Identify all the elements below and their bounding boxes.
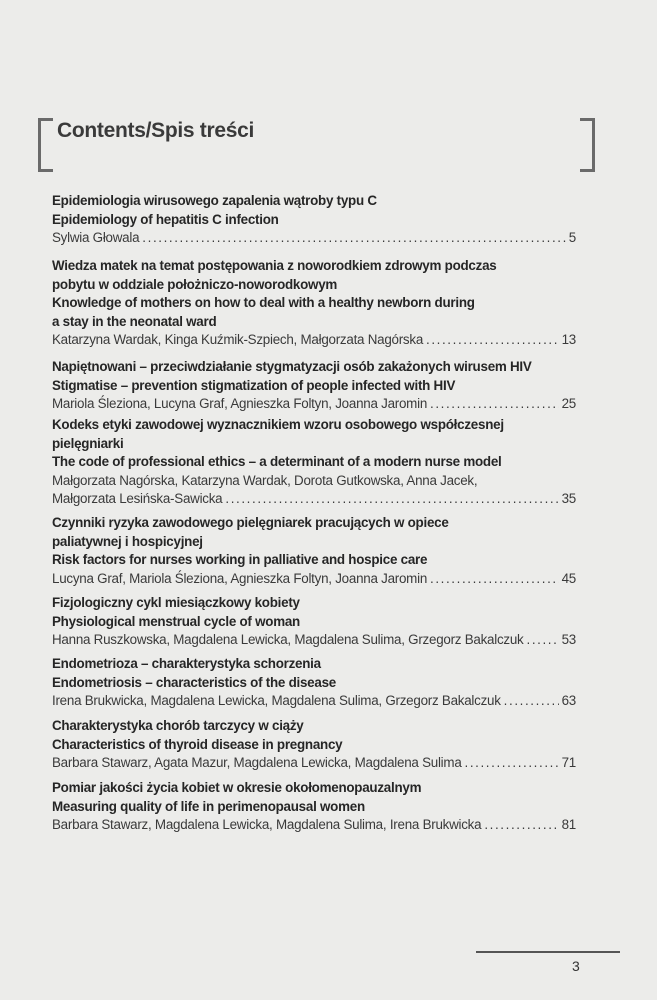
entry-title-line: Risk factors for nurses working in palliative and hospice care — [52, 552, 428, 567]
dot-leader — [142, 229, 566, 248]
entry-title-line: Measuring quality of life in perimenopausal women — [52, 798, 365, 814]
toc-entry — [52, 514, 576, 588]
entry-author-page-line — [52, 490, 576, 509]
toc-entry — [52, 779, 576, 835]
entry-authors: Katarzyna Wardak, Kinga Kuźmik-Szpiech, Małgorzata Nagórska — [52, 332, 424, 347]
entry-title-line: Wiedza matek na temat postępowania z noworodkiem zdrowym podczas — [52, 258, 497, 273]
entry-author-page-line — [52, 331, 576, 350]
left-bracket-decoration — [38, 118, 53, 172]
toc-entry — [52, 257, 576, 350]
entry-title-line: pobytu w oddziale położniczo-noworodkowym — [52, 276, 338, 292]
entry-authors: Małgorzata Lesińska-Sawicka — [52, 491, 223, 506]
dot-leader — [465, 754, 559, 773]
entry-title-line: Fizjologiczny cykl miesiączkowy kobiety — [52, 595, 300, 610]
entry-title-line: paliatywnej i hospicyjnej — [52, 533, 203, 549]
entry-page-number: 13 — [561, 332, 576, 347]
entry-author-page-line — [52, 631, 576, 650]
entry-authors-line: Małgorzata Nagórska, Katarzyna Wardak, Dorota Gutkowska, Anna Jacek, — [52, 472, 478, 488]
entry-author-page-line — [52, 754, 576, 773]
entry-title-line: Epidemiology of hepatitis C infection — [52, 211, 279, 227]
entry-title-line: pielęgniarki — [52, 435, 124, 451]
dot-leader — [426, 331, 559, 350]
entry-page-number: 53 — [561, 632, 576, 647]
toc-entry — [52, 416, 576, 509]
entry-title-line: Endometrioza – charakterystyka schorzenia — [52, 656, 321, 671]
entry-page-number: 5 — [568, 230, 576, 245]
entry-page-number: 25 — [561, 396, 576, 411]
entry-page-number: 35 — [561, 491, 576, 506]
toc-entry — [52, 594, 576, 650]
toc-entry — [52, 358, 576, 414]
dot-leader — [430, 395, 559, 414]
entry-author-page-line — [52, 570, 576, 589]
entry-authors: Mariola Śleziona, Lucyna Graf, Agnieszka Foltyn, Joanna Jaromin — [52, 396, 428, 411]
entry-title-line: Physiological menstrual cycle of woman — [52, 613, 300, 629]
entry-title-line: Pomiar jakości życia kobiet w okresie okołomenopauzalnym — [52, 780, 422, 795]
dot-leader — [527, 631, 559, 650]
entry-title-line: a stay in the neonatal ward — [52, 313, 217, 329]
dot-leader — [484, 816, 558, 835]
entry-authors: Hanna Ruszkowska, Magdalena Lewicka, Magdalena Sulima, Grzegorz Bakalczuk — [52, 632, 524, 647]
entry-page-number: 63 — [561, 693, 576, 708]
entry-title-line: Czynniki ryzyka zawodowego pielęgniarek pracujących w opiece — [52, 515, 449, 530]
dot-leader — [430, 570, 559, 589]
right-bracket-decoration — [580, 118, 595, 172]
entry-authors: Barbara Stawarz, Magdalena Lewicka, Magdalena Sulima, Irena Brukwicka — [52, 817, 482, 832]
entry-page-number: 81 — [561, 817, 576, 832]
entry-authors: Barbara Stawarz, Agata Mazur, Magdalena Lewicka, Magdalena Sulima — [52, 755, 462, 770]
entry-authors: Lucyna Graf, Mariola Śleziona, Agnieszka Foltyn, Joanna Jaromin — [52, 570, 428, 586]
dot-leader — [504, 692, 559, 711]
entry-title-line: Epidemiologia wirusowego zapalenia wątroby typu C — [52, 193, 377, 208]
entry-title-line: Characteristics of thyroid disease in pregnancy — [52, 736, 343, 752]
page-number: 3 — [572, 958, 580, 974]
entry-author-page-line — [52, 816, 576, 835]
entry-authors: Irena Brukwicka, Magdalena Lewicka, Magdalena Sulima, Grzegorz Bakalczuk — [52, 693, 501, 708]
entry-author-page-line — [52, 229, 576, 248]
footer-rule — [476, 951, 620, 953]
entry-title-line: The code of professional ethics – a determinant of a modern nurse model — [52, 454, 502, 469]
toc-entry — [52, 717, 576, 773]
dot-leader — [225, 490, 558, 509]
entry-title-line: Charakterystyka chorób tarczycy w ciąży — [52, 718, 304, 733]
toc-entry — [52, 655, 576, 711]
entry-page-number: 45 — [561, 570, 576, 586]
entry-page-number: 71 — [561, 755, 576, 770]
entry-title-line: Endometriosis – characteristics of the disease — [52, 674, 336, 690]
entry-title-line: Knowledge of mothers on how to deal with a healthy newborn during — [52, 295, 475, 310]
entry-title-line: Napiętnowani – przeciwdziałanie stygmatyzacji osób zakażonych wirusem HIV — [52, 359, 532, 374]
entry-author-page-line — [52, 395, 576, 414]
entry-title-line: Stigmatise – prevention stigmatization of people infected with HIV — [52, 377, 456, 393]
toc-entry — [52, 192, 576, 248]
entry-title-line: Kodeks etyki zawodowej wyznacznikiem wzoru osobowego współczesnej — [52, 417, 504, 432]
entry-author-page-line — [52, 692, 576, 711]
entry-authors: Sylwia Głowala — [52, 230, 140, 245]
page-title: Contents/Spis treści — [57, 119, 255, 142]
